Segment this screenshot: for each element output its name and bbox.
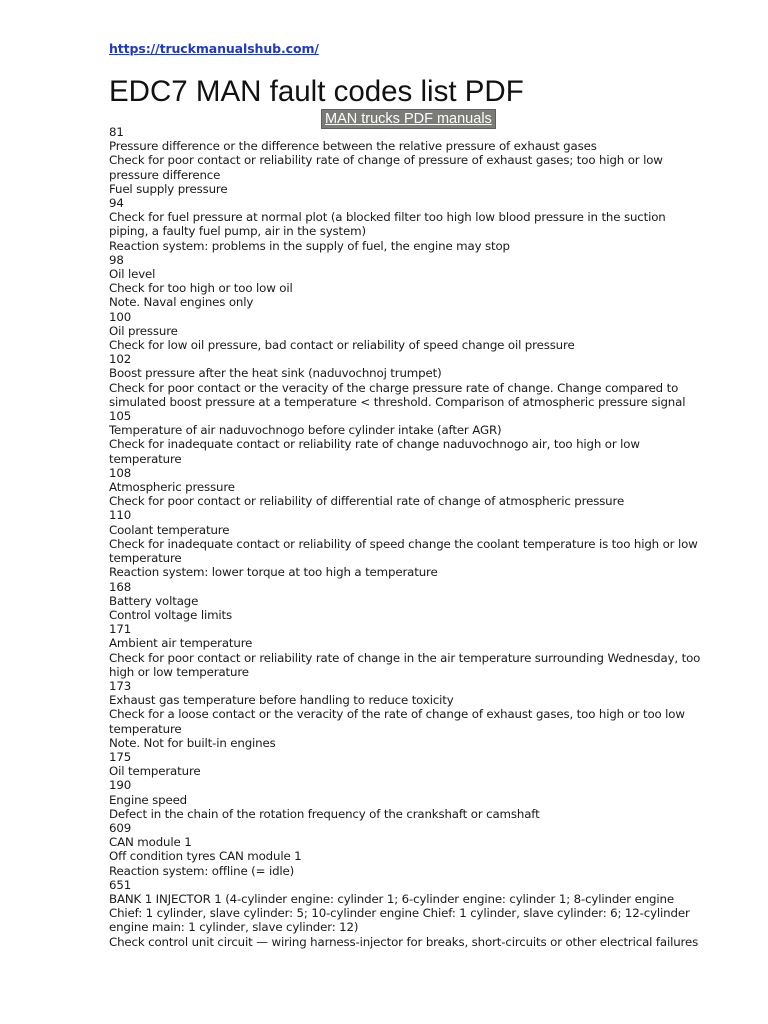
text-line: engine main: 1 cylinder, slave cylinder: 12)	[109, 920, 359, 935]
text-line: Check for poor contact or the veracity of the charge pressure rate of change. Change compared to	[109, 380, 679, 395]
text-line: Ambient air temperature	[109, 636, 253, 651]
text-line: 173	[109, 678, 132, 693]
text-line: Check for inadequate contact or reliability rate of change naduvochnogo air, too high or low	[109, 437, 640, 452]
text-line: pressure difference	[109, 167, 221, 182]
text-line: 81	[109, 125, 124, 139]
text-line: Note. Naval engines only	[109, 295, 254, 310]
text-line: Check control unit circuit — wiring harness-injector for breaks, short-circuits or other electrical failures	[109, 934, 699, 949]
text-line: Reaction system: problems in the supply of fuel, the engine may stop	[109, 238, 510, 253]
text-line: temperature	[109, 451, 182, 466]
text-line: Check for too high or too low oil	[109, 281, 293, 296]
text-line: 100	[109, 309, 132, 324]
man-trucks-manuals-link[interactable]: MAN trucks PDF manuals	[321, 109, 496, 129]
text-line: 651	[109, 877, 132, 892]
text-line: Check for low oil pressure, bad contact or reliability of speed change oil pressure	[109, 338, 575, 353]
text-line: Check for a loose contact or the veracity of the rate of change of exhaust gases, too high or too low	[109, 707, 685, 722]
text-line: Oil pressure	[109, 323, 178, 338]
text-line: 94	[109, 196, 124, 211]
text-line: Coolant temperature	[109, 522, 230, 537]
text-line: simulated boost pressure at a temperature < threshold. Comparison of atmospheric pressure signal	[109, 394, 686, 409]
text-line: Fuel supply pressure	[109, 181, 228, 196]
text-line: Chief: 1 cylinder, slave cylinder: 5; 10-cylinder engine Chief: 1 cylinder, slave cylinder: 6; 12-cylinder	[109, 906, 690, 921]
text-line: 98	[109, 252, 124, 267]
text-line: temperature	[109, 721, 182, 736]
text-line: Oil temperature	[109, 764, 201, 779]
text-line: 102	[109, 352, 132, 367]
text-line: Reaction system: offline (= idle)	[109, 863, 295, 878]
text-line: 190	[109, 778, 132, 793]
site-link[interactable]: https://truckmanualshub.com/	[109, 41, 319, 56]
text-line: Boost pressure after the heat sink (naduvochnoj trumpet)	[109, 366, 442, 381]
text-line: 110	[109, 508, 132, 523]
text-line: Temperature of air naduvochnogo before cylinder intake (after AGR)	[109, 423, 502, 438]
text-line: Check for poor contact or reliability rate of change of pressure of exhaust gases; too high or low	[109, 153, 663, 168]
text-line: 168	[109, 579, 132, 594]
text-line: Note. Not for built-in engines	[109, 735, 276, 750]
text-line: 105	[109, 409, 132, 424]
page-title: EDC7 MAN fault codes list PDF	[109, 75, 524, 108]
text-line: 175	[109, 749, 132, 764]
text-line: Oil level	[109, 267, 156, 282]
text-line: piping, a faulty fuel pump, air in the system)	[109, 224, 366, 239]
text-line: Pressure difference or the difference between the relative pressure of exhaust gases	[109, 139, 597, 154]
text-line: BANK 1 INJECTOR 1 (4-cylinder engine: cylinder 1; 6-cylinder engine: cylinder 1; 8-cylinder engine	[109, 891, 674, 906]
text-line: temperature	[109, 551, 182, 566]
text-line: 609	[109, 820, 132, 835]
text-line: 171	[109, 622, 132, 637]
text-line: Battery voltage	[109, 593, 199, 608]
text-line: Check for inadequate contact or reliability of speed change the coolant temperature is too high or low	[109, 536, 698, 551]
text-line: Engine speed	[109, 792, 188, 807]
fault-codes-body	[109, 125, 719, 949]
text-line: Check for poor contact or reliability rate of change in the air temperature surrounding Wednesday, too	[109, 650, 701, 665]
text-line: Check for fuel pressure at normal plot (a blocked filter too high low blood pressure in the suction	[109, 210, 666, 225]
text-line: Reaction system: lower torque at too high a temperature	[109, 565, 438, 580]
text-line: high or low temperature	[109, 664, 249, 679]
text-line: CAN module 1	[109, 835, 192, 850]
text-line: Exhaust gas temperature before handling to reduce toxicity	[109, 693, 454, 708]
text-line: Control voltage limits	[109, 607, 233, 622]
text-line: Atmospheric pressure	[109, 480, 235, 495]
text-line: 108	[109, 465, 132, 480]
text-line: Off condition tyres CAN module 1	[109, 849, 302, 864]
text-line: Check for poor contact or reliability of differential rate of change of atmospheric pressure	[109, 494, 625, 509]
text-line: Defect in the chain of the rotation frequency of the crankshaft or camshaft	[109, 806, 540, 821]
